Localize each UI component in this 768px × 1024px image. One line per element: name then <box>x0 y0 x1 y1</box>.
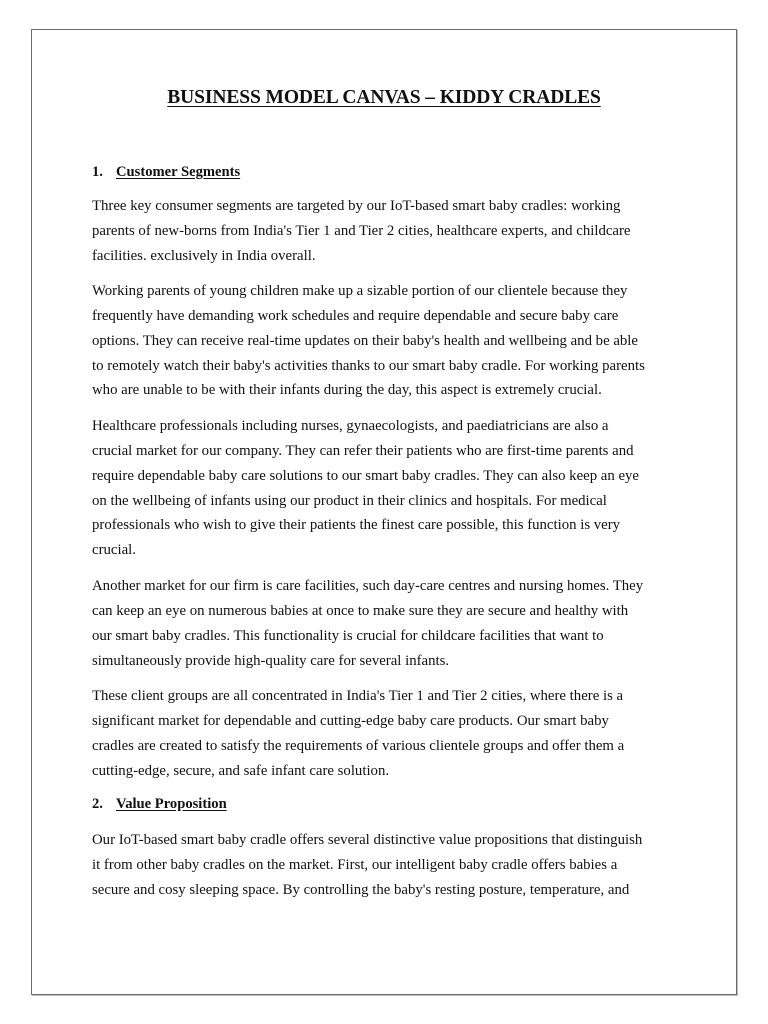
text-line: Our IoT-based smart baby cradle offers several distinctive value propositions that distinguish <box>92 832 643 848</box>
text-line: can keep an eye on numerous babies at once to make sure they are secure and healthy with <box>92 602 629 619</box>
text-line: cutting-edge, secure, and safe infant care solution. <box>92 762 390 779</box>
paragraph <box>92 194 692 269</box>
paragraph <box>92 828 692 903</box>
document-title: BUSINESS MODEL CANVAS – KIDDY CRADLES <box>167 87 601 108</box>
section-title: Customer Segments <box>116 164 241 180</box>
text-line: our smart baby cradles. This functionality is crucial for childcare facilities that want to <box>92 627 604 644</box>
text-line: Working parents of young children make up a sizable portion of our clientele because they <box>92 283 628 299</box>
text-line: significant market for dependable and cutting-edge baby care products. Our smart baby <box>92 712 609 729</box>
text-line: frequently have demanding work schedules and require dependable and secure baby care <box>92 307 619 324</box>
text-line: facilities. exclusively in India overall. <box>92 247 316 264</box>
text-line: it from other baby cradles on the market. First, our intelligent baby cradle offers babies a <box>92 856 618 873</box>
text-line: to remotely watch their baby's activities thanks to our smart baby cradle. For working parents <box>92 357 645 374</box>
paragraph <box>92 414 692 563</box>
paragraph <box>92 574 692 673</box>
paragraph <box>92 279 692 403</box>
text-line: options. They can receive real-time updates on their baby's health and wellbeing and be able <box>92 332 638 349</box>
section-title: Value Proposition <box>116 796 227 812</box>
section-number: 2. <box>92 796 103 812</box>
text-line: crucial. <box>92 542 136 559</box>
text-line: crucial market for our company. They can refer their patients who are first-time parents and <box>92 442 634 459</box>
document-page <box>31 29 737 995</box>
text-line: These client groups are all concentrated in India's Tier 1 and Tier 2 cities, where there is a <box>92 688 624 704</box>
text-line: who are unable to be with their infants during the day, this aspect is extremely crucial. <box>92 382 602 399</box>
text-line: Healthcare professionals including nurses, gynaecologists, and paediatricians are also a <box>92 418 609 434</box>
text-line: cradles are created to satisfy the requirements of various clientele groups and offer them a <box>92 737 625 754</box>
paragraph <box>92 684 692 783</box>
text-line: secure and cosy sleeping space. By controlling the baby's resting posture, temperature, and <box>92 881 630 898</box>
text-line: Another market for our firm is care facilities, such day-care centres and nursing homes. They <box>92 578 644 594</box>
text-line: require dependable baby care solutions to our smart baby cradles. They can also keep an eye <box>92 467 640 484</box>
section-heading-value-proposition <box>92 796 227 813</box>
text-line: professionals who wish to give their patients the finest care possible, this function is very <box>92 517 621 534</box>
text-line: on the wellbeing of infants using our product in their clinics and hospitals. For medical <box>92 492 607 509</box>
text-line: parents of new-borns from India's Tier 1 and Tier 2 cities, healthcare experts, and childcare <box>92 222 631 239</box>
section-number: 1. <box>92 164 103 180</box>
section-heading-customer-segments <box>92 164 240 181</box>
text-line: Three key consumer segments are targeted by our IoT-based smart baby cradles: working <box>92 198 621 214</box>
text-line: simultaneously provide high-quality care for several infants. <box>92 652 450 669</box>
